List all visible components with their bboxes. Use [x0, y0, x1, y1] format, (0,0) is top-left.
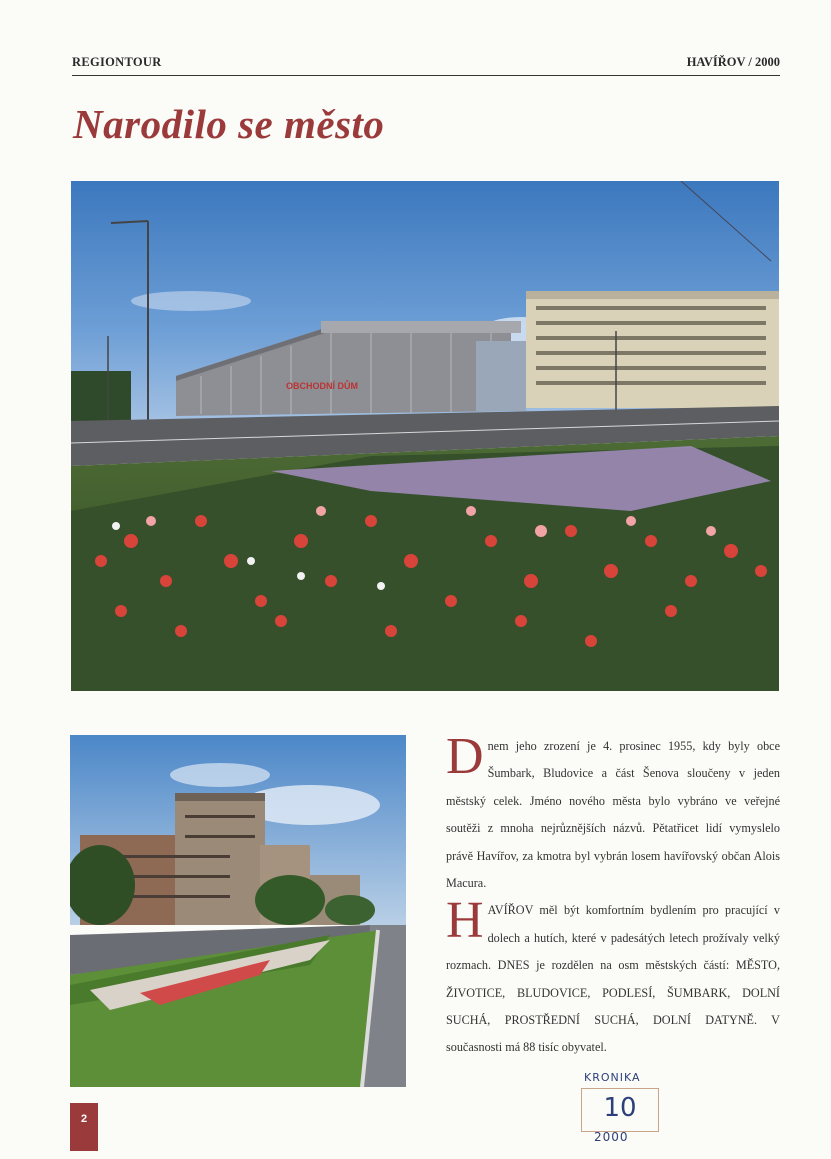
main-photo-department-store [71, 181, 779, 691]
article-text [446, 728, 780, 1062]
page-title: Narodilo se město [73, 101, 385, 147]
store-sign: OBCHODNÍ DŮM [286, 381, 358, 391]
drop-cap: D [446, 728, 484, 785]
stamp-year: 2000 [594, 1130, 629, 1144]
page-header [72, 55, 780, 76]
stamp-label: KRONIKA [584, 1071, 641, 1084]
publisher-name: REGIONTOUR [72, 55, 162, 69]
street-photo-boulevard [70, 735, 406, 1087]
page-number: 2 [70, 1103, 98, 1151]
header-location-year: HAVÍŘOV / 2000 [686, 55, 780, 69]
paragraph-text: nem jeho zrození je 4. prosinec 1955, kdy byly obce Šumbark, Bludovice a část Šenova sloučeny v jeden městský celek. Jméno nového města bylo vybráno ve veřejné soutěži z mnoha nejrůznějších názvů. Pětatřicet lidí vymyslelo právě Havířov, za kmotra byl vybrán losem havířovský občan Alois Macura. [446, 739, 780, 891]
paragraph-districts [446, 892, 780, 1061]
drop-cap: H [446, 892, 484, 950]
stamp-box [581, 1088, 659, 1132]
paragraph-text: AVÍŘOV měl být komfortním bydlením pro pracující v dolech a hutích, které v padesátých letech prožívaly velký rozmach. DNES je rozdělen na osm městských částí: MĚSTO, ŽIVOTICE, BLUDOVICE, PODLESÍ, ŠUMBARK, DOLNÍ SUCHÁ, PROSTŘEDNÍ SUCHÁ, DOLNÍ DATYNĚ. V současnosti má 88 tisíc obyvatel. [446, 903, 780, 1055]
stamp-number: 10 [603, 1093, 637, 1123]
paragraph-founding [446, 728, 780, 897]
